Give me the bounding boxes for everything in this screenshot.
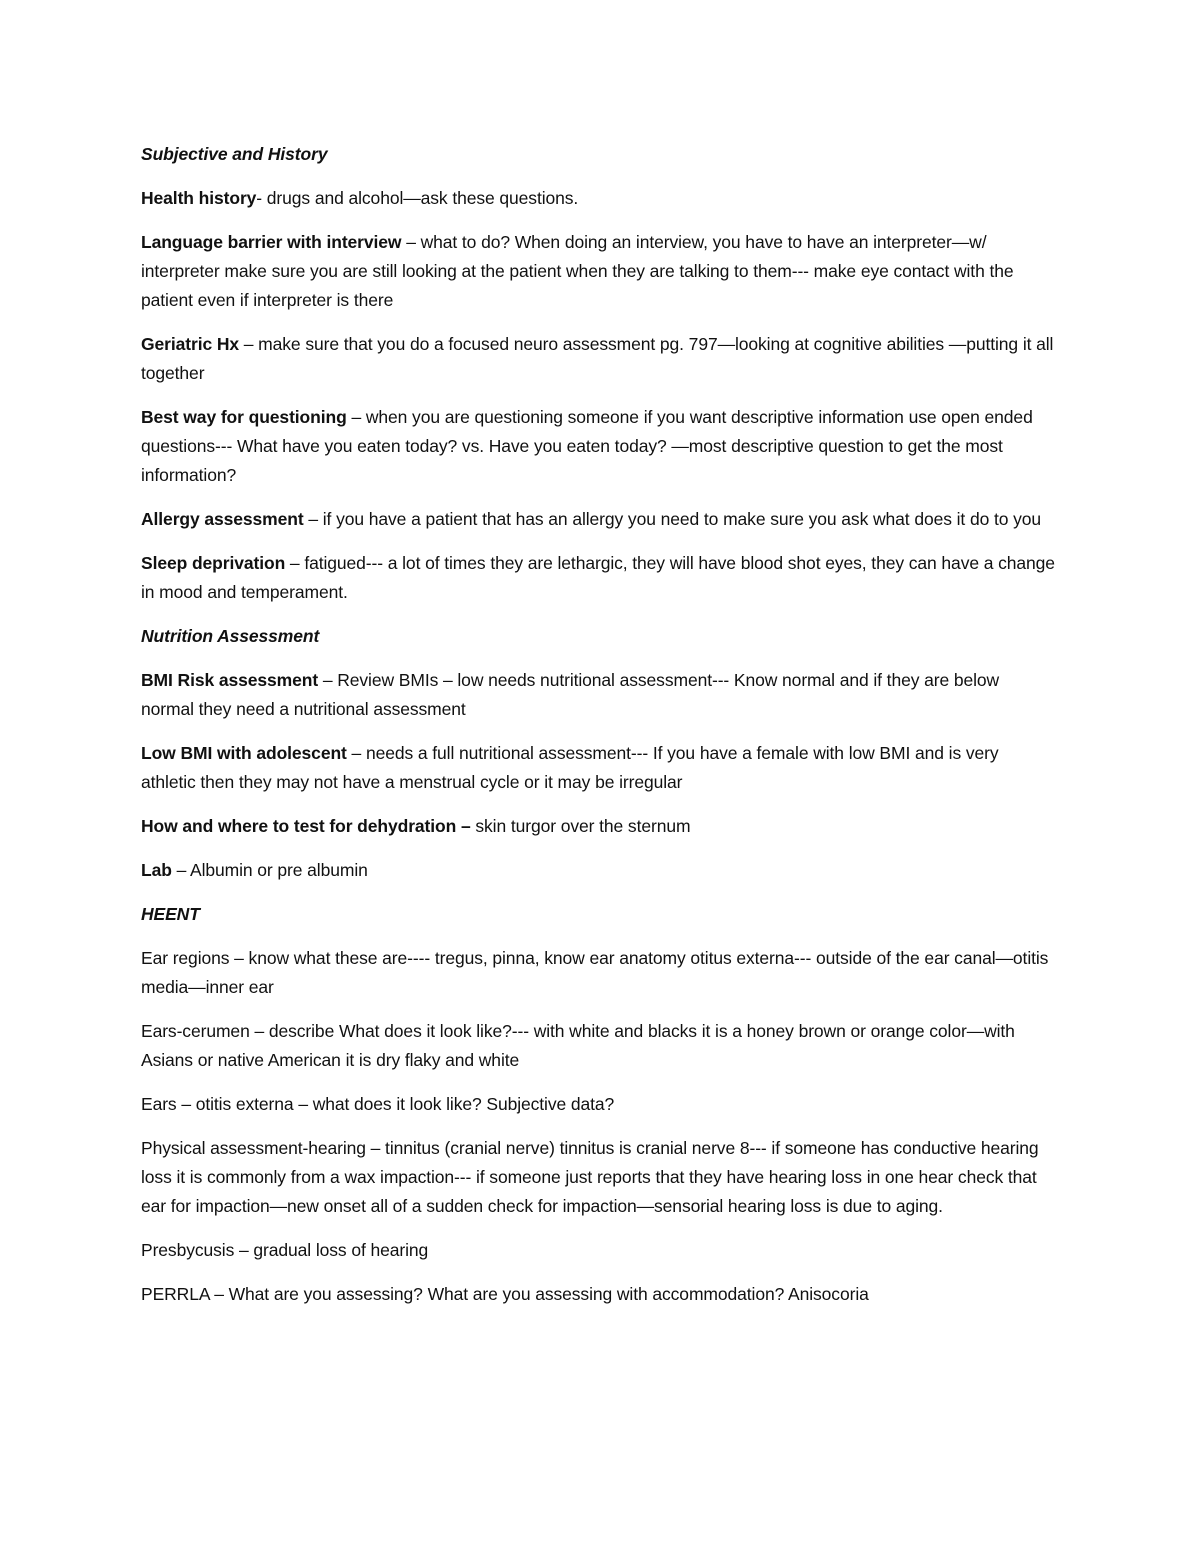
note-text: skin turgor over the sternum bbox=[470, 816, 691, 836]
note-term: How and where to test for dehydration – bbox=[141, 816, 471, 836]
note-paragraph bbox=[141, 856, 1056, 885]
note-text: Ear regions – know what these are---- tregus, pinna, know ear anatomy otitus externa--- outside of the ear canal—otitis media—inner ear bbox=[141, 948, 1049, 997]
note-term: Geriatric Hx bbox=[141, 334, 240, 354]
note-text: Ears-cerumen – describe What does it look like?--- with white and blacks it is a honey brown or orange color—with Asians or native American it is dry flaky and white bbox=[141, 1021, 1015, 1070]
note-text: – Review BMIs – low needs nutritional assessment--- Know normal and if they are below normal they need a nutritional assessment bbox=[141, 670, 1000, 719]
section-heading: Nutrition Assessment bbox=[141, 626, 320, 646]
note-paragraph bbox=[141, 184, 1056, 213]
note-text: – if you have a patient that has an allergy you need to make sure you ask what does it do to you bbox=[303, 509, 1042, 529]
section-heading: Subjective and History bbox=[141, 144, 328, 164]
note-paragraph bbox=[141, 1236, 1056, 1265]
note-text: – when you are questioning someone if you want descriptive information use open ended questions--- What have you eaten today? vs. Have you eaten today? —most descriptive question to get the most information? bbox=[141, 407, 1033, 485]
note-text: PERRLA – What are you assessing? What are you assessing with accommodation? Anisocoria bbox=[141, 1284, 869, 1304]
note-term: Best way for questioning bbox=[141, 407, 347, 427]
note-term: Allergy assessment bbox=[141, 509, 304, 529]
note-paragraph bbox=[141, 1280, 1056, 1309]
note-term: Health history bbox=[141, 188, 257, 208]
note-term: Language barrier with interview bbox=[141, 232, 402, 252]
note-paragraph bbox=[141, 228, 1056, 315]
note-paragraph bbox=[141, 505, 1056, 534]
note-text: Physical assessment-hearing – tinnitus (cranial nerve) tinnitus is cranial nerve 8--- if someone has conductive hearing loss it is commonly from a wax impaction--- if someone just reports that they have hearing loss in one hear check that ear for impaction—new onset all of a sudden check for impaction—sensorial hearing loss is due to aging. bbox=[141, 1138, 1039, 1216]
note-term: Sleep deprivation bbox=[141, 553, 286, 573]
note-text: – make sure that you do a focused neuro assessment pg. 797—looking at cognitive abilities —putting it all together bbox=[141, 334, 1054, 383]
note-paragraph bbox=[141, 944, 1056, 1002]
note-term: Low BMI with adolescent bbox=[141, 743, 347, 763]
section-heading: HEENT bbox=[141, 904, 200, 924]
note-text: Ears – otitis externa – what does it look like? Subjective data? bbox=[141, 1094, 615, 1114]
note-text: Presbycusis – gradual loss of hearing bbox=[141, 1240, 429, 1260]
note-text: - drugs and alcohol—ask these questions. bbox=[256, 188, 579, 208]
note-paragraph bbox=[141, 549, 1056, 607]
note-text: – fatigued--- a lot of times they are lethargic, they will have blood shot eyes, they can have a change in mood and temperament. bbox=[141, 553, 1055, 602]
note-term: Lab bbox=[141, 860, 172, 880]
note-text: – what to do? When doing an interview, you have to have an interpreter—w/ interpreter make sure you are still looking at the patient when they are talking to them--- make eye contact with the patient even if interpreter is there bbox=[141, 232, 1014, 310]
note-paragraph bbox=[141, 1090, 1056, 1119]
note-paragraph bbox=[141, 739, 1056, 797]
note-paragraph bbox=[141, 812, 1056, 841]
note-text: – needs a full nutritional assessment--- If you have a female with low BMI and is very athletic then they may not have a menstrual cycle or it may be irregular bbox=[141, 743, 999, 792]
note-paragraph bbox=[141, 1134, 1056, 1221]
note-term: BMI Risk assessment bbox=[141, 670, 319, 690]
note-paragraph bbox=[141, 666, 1056, 724]
note-paragraph bbox=[141, 1017, 1056, 1075]
note-text: – Albumin or pre albumin bbox=[171, 860, 368, 880]
note-paragraph bbox=[141, 330, 1056, 388]
document-page bbox=[141, 140, 1056, 1324]
note-paragraph bbox=[141, 403, 1056, 490]
